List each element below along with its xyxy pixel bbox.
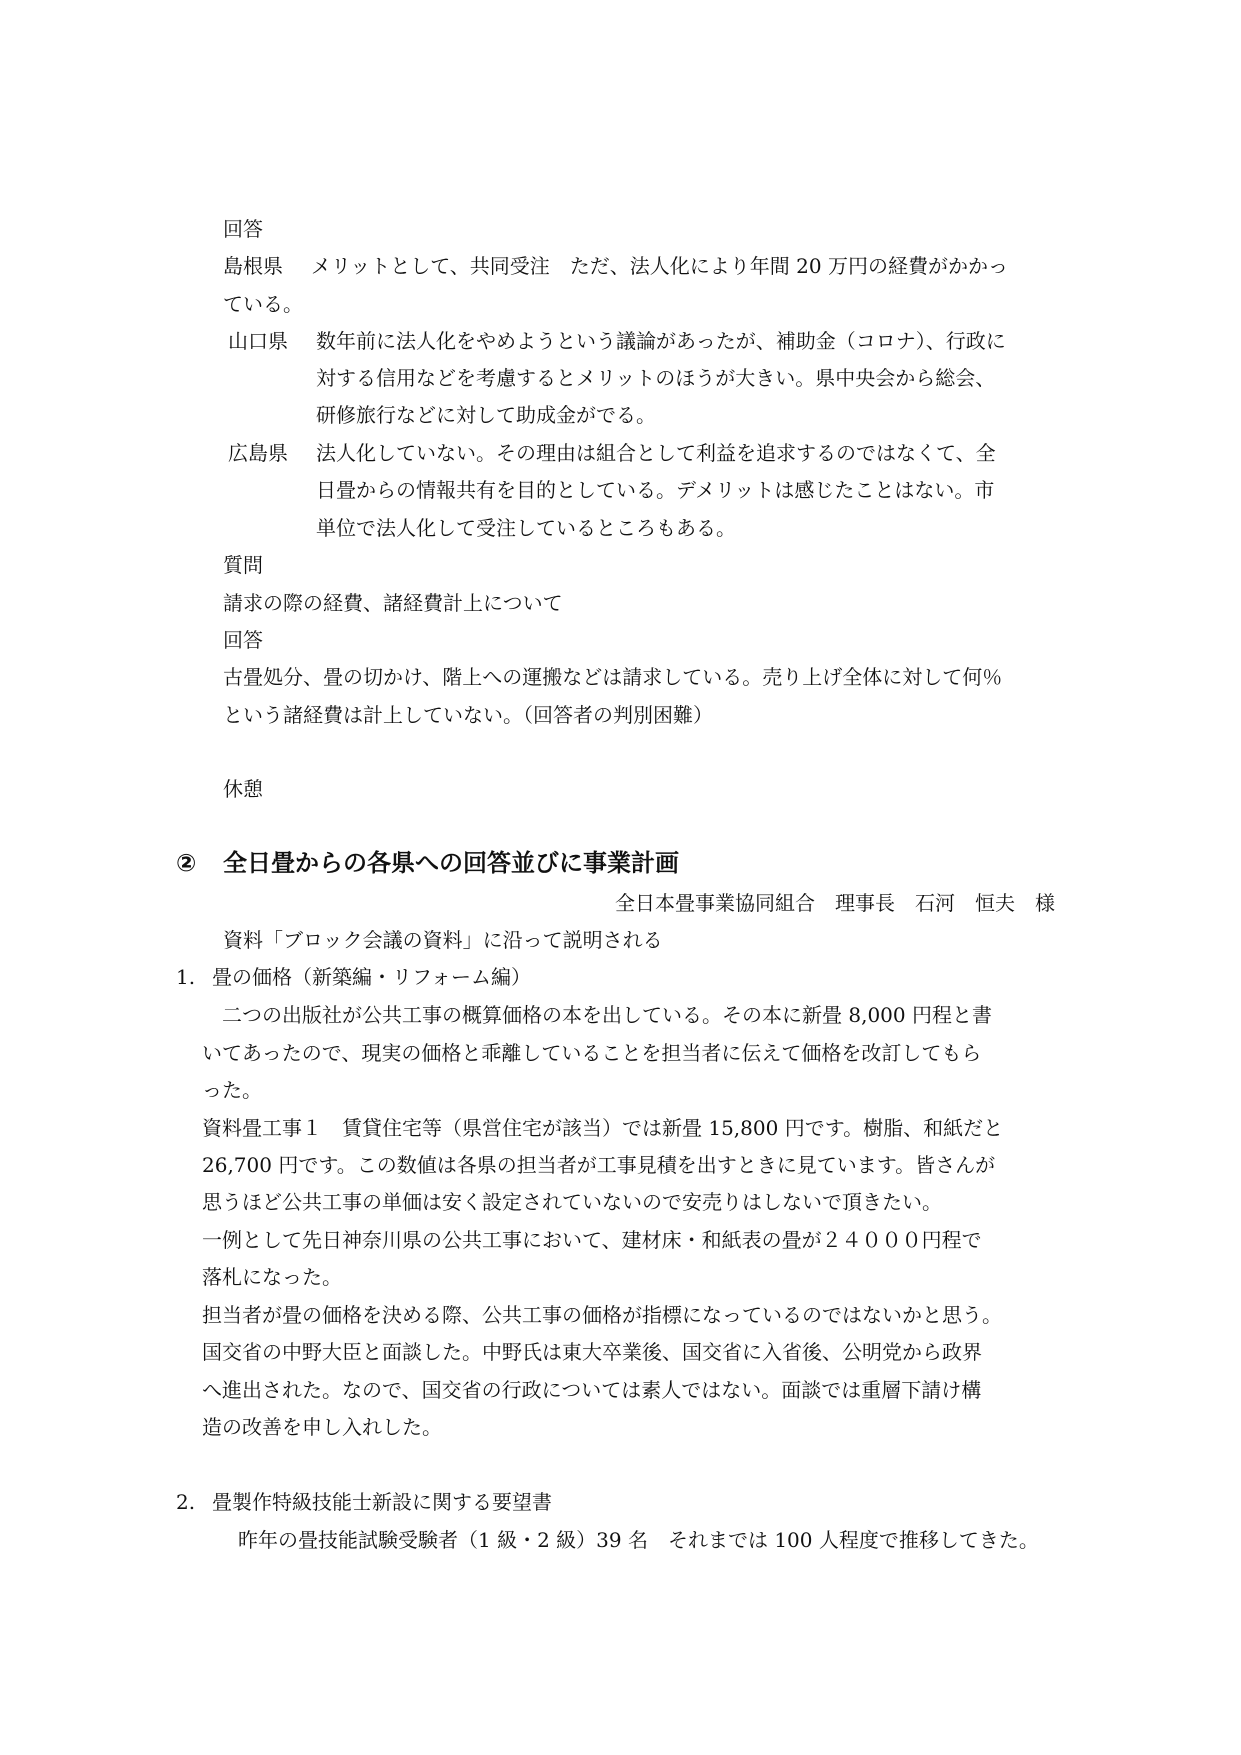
item-1-line: 26,700 円です。この数値は各県の担当者が工事見積を出すときに見ています。皆さんが	[202, 1153, 996, 1177]
item-1-line: 一例として先日神奈川県の公共工事において、建材床・和紙表の畳が２４０００円程で	[202, 1228, 982, 1252]
item-1-line: 造の改善を申し入れした。	[202, 1415, 442, 1439]
answer-text: 数年前に法人化をやめようという議論があったが、補助金（コロナ）、行政に	[316, 329, 1006, 353]
prefecture-label: 山口県	[228, 329, 288, 353]
item-1-line: 担当者が畳の価格を決める際、公共工事の価格が指標になっているのではないかと思う。	[202, 1303, 1002, 1327]
answer-text: 法人化していない。その理由は組合として利益を追求するのではなくて、全	[316, 441, 996, 465]
shimane-line-1	[223, 252, 1008, 280]
item-2-title: 畳製作特級技能士新設に関する要望書	[212, 1490, 552, 1514]
yamaguchi-line-3: 研修旅行などに対して助成金がでる。	[316, 403, 656, 427]
answer-label: 回答	[223, 217, 263, 241]
item-1-number: 1.	[176, 965, 196, 989]
yamaguchi-line-2: 対する信用などを考慮するとメリットのほうが大きい。県中央会から総会、	[316, 366, 996, 390]
intro-line: 資料「ブロック会議の資料」に沿って説明される	[223, 928, 663, 952]
section-title: 全日畳からの各県への回答並びに事業計画	[223, 849, 679, 877]
item-2-line: 昨年の畳技能試験受験者（1 級・2 級）39 名 それまでは 100 人程度で推移してきた。	[238, 1528, 1039, 1552]
answer-line-1: 古畳処分、畳の切かけ、階上への運搬などは請求している。売り上げ全体に対して何％	[223, 665, 1003, 689]
item-1-line: 国交省の中野大臣と面談した。中野氏は東大卒業後、国交省に入省後、公明党から政界	[202, 1340, 982, 1364]
prefecture-label: 島根県	[223, 254, 283, 278]
item-1-line: 二つの出版社が公共工事の概算価格の本を出している。その本に新畳 8,000 円程と書	[222, 1003, 992, 1027]
answer-line-2: という諸経費は計上していない。（回答者の判別困難）	[223, 703, 713, 727]
speaker-line: 全日本畳事業協同組合 理事長 石河 恒夫 様	[615, 891, 1055, 915]
item-1-line: 落札になった。	[202, 1265, 342, 1289]
item-1-line: った。	[202, 1078, 262, 1102]
section-marker: ②	[176, 849, 197, 877]
question-text: 請求の際の経費、諸経費計上について	[223, 591, 563, 615]
item-1-line: 資料畳工事１ 賃貸住宅等（県営住宅が該当）では新畳 15,800 円です。樹脂、和紙だと	[202, 1116, 1004, 1140]
question-label: 質問	[223, 553, 263, 577]
break-label: 休憩	[223, 777, 263, 801]
answer-text: メリットとして、共同受注 ただ、法人化により年間 20 万円の経費がかかっ	[311, 254, 1008, 278]
item-2-number: 2.	[176, 1490, 196, 1514]
answer-label-2: 回答	[223, 628, 263, 652]
hiroshima-line-2: 日畳からの情報共有を目的としている。デメリットは感じたことはない。市	[316, 478, 995, 502]
shimane-line-2: ている。	[223, 292, 303, 316]
prefecture-label: 広島県	[228, 441, 288, 465]
item-1-line: 思うほど公共工事の単価は安く設定されていないので安売りはしないで頂きたい。	[202, 1190, 942, 1214]
hiroshima-line-1	[228, 439, 996, 467]
item-1-title: 畳の価格（新築編・リフォーム編）	[212, 965, 531, 989]
item-1-line: いてあったので、現実の価格と乖離していることを担当者に伝えて価格を改訂してもら	[202, 1041, 982, 1065]
hiroshima-line-3: 単位で法人化して受注しているところもある。	[316, 516, 736, 540]
yamaguchi-line-1	[228, 327, 1006, 355]
item-1-line: へ進出された。なので、国交省の行政については素人ではない。面談では重層下請け構	[202, 1378, 982, 1402]
